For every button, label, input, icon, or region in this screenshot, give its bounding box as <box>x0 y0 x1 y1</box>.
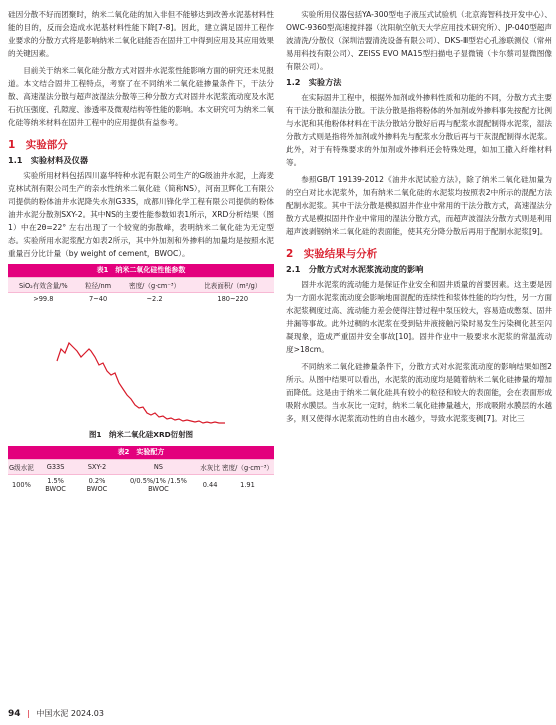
method-paragraph-1: 在实际固井工程中，根据外加剂或外掺料性质和功能的不同，分散方式主要有干法分散和湿法分散。干法分散是指将粉体的外加剂或外掺料事先按配方比例与水泥和其他粉体材料在干法分散站分散好后再与配浆水混配制得水泥浆，湿法分散方式则是指将外加剂或外掺料先与配浆水分散后再与干灰混配制得水泥浆。此外，对于有特殊要求的外加剂或外掺料还会特殊处理，如加工撒入纤维材料等。 <box>286 93 552 167</box>
xrd-curve <box>57 343 225 423</box>
table-1-cell: 7~40 <box>79 293 118 306</box>
right-column <box>286 8 552 429</box>
intro-paragraph-2: 目前关于纳米二氧化硅分散方式对固井水泥浆性能影响方面的研究还未见报道。本文结合固井工程特点，考察了在不同纳米二氧化硅掺量条件下，干法分散、高速湿法分散与超声波湿法分散等三种分散方式对固井水泥浆流动度及水泥石抗压强度、孔隙度、渗透率及微观结构等性能的影响。本文研究可为纳米二氧化硅等纳米材料在固井工程中的应用提供有益参考。 <box>8 66 274 127</box>
section-1-2-heading: 1.2 实验方法 <box>286 77 342 87</box>
table-2-header: G级水泥 <box>8 460 35 475</box>
table-1-cell: 180~220 <box>191 293 274 306</box>
table-2-cell: 0.44 <box>199 475 221 496</box>
section-2-heading: 2 实验结果与分析 <box>286 248 378 260</box>
page-footer <box>8 708 104 719</box>
method-paragraph-2: 参照GB/T 19139-2012《油井水泥试验方法》，除了纳米二氧化硅加量为的空白对比水泥浆外，加有纳米二氧化硅的水泥浆均按照表2中所示的混配方法配制水泥浆。其中干法分散是模拟固井作业中常用的干法分散方式，高速湿法分散方式是模拟固井作业中常用的湿法分散方式，而超声波湿法分散方式则是利用超声波剥钢纳米二氧化硅的表面能，使其充分降分散后再用于配制水泥浆[9]。 <box>286 175 552 236</box>
table-1-header: 比表面积/（m²/g） <box>191 278 274 293</box>
table-1-header: SiO₂有效含量/% <box>8 278 79 293</box>
page-number: 94 <box>8 709 21 719</box>
section-1-1-heading: 1.1 实验材料及仪器 <box>8 155 89 165</box>
intro-paragraph-1: 硅因分散不好而团聚时，纳米二氧化硅的加入非但不能够达到改善水泥基材料性能的目的，反而会造成水泥基材料性能下降[7-8]。因此，建立满足固井工程作业要求的分散方式将是影响纳米二氧化硅能否在固井工中得到应用及其应用效果的关键因素。 <box>8 10 274 58</box>
section-1-heading: 1 实验部分 <box>8 139 68 151</box>
table-2-header: NS <box>118 460 200 475</box>
table-2-cell: 100% <box>8 475 35 496</box>
results-paragraph-1: 固井水泥浆的流动能力是保证作业安全和固井质量的首要因素。这主要是因为一方面水泥浆流动度会影响地面混配的连续性和浆体性能的均匀性，另一方面水泥浆稠度过高、流动能力差会使得注替过程中泵压较大，容易造成憋泵、固井井漏等事故。此外过稠的水泥浆在受到钻井液接触污染时易发生污染稠化甚至闪凝现象，造成严重固井安全事故[10]。固井作业中一般要求水泥浆的常温流动度>18cm。 <box>286 280 552 354</box>
left-column <box>8 8 274 495</box>
table-1-caption: 表1 纳米二氧化硅性能参数 <box>8 264 274 277</box>
table-2-caption: 表2 实验配方 <box>8 446 274 459</box>
table-2-cell: 0.2% BWOC <box>76 475 117 496</box>
table-2-cell: 0/0.5%/1% /1.5% BWOC <box>118 475 200 496</box>
table-2-cell: 1.91 <box>221 475 274 496</box>
table-2 <box>8 446 274 495</box>
figure-1-caption: 图1 纳米二氧化硅XRD衍射图 <box>89 430 193 439</box>
table-2-header: SXY-2 <box>76 460 117 475</box>
footer-separator: | <box>27 709 30 718</box>
table-1 <box>8 264 274 305</box>
instruments-paragraph: 实验所用仪器包括YA-300型电子液压式试验机（北京海智科技开发中心）、OWC-9360型高速搅拌器（沈阳航空航天大学应用技术研究所）、JP-040型超声波清洗/分散仪（深圳洁盟清洗设备有限公司）、DKS-Ⅲ型岩心孔渗联测仪（常州易用科技有限公司）、ZEISS EVO MA15型扫描电子显微镜（卡尔蔡司显微图像有限公司）。 <box>286 10 552 71</box>
xrd-diffraction-figure <box>51 309 231 427</box>
table-2-header: 水灰比 <box>199 460 221 475</box>
materials-paragraph: 实验所用材料包括四川嘉华特种水泥有限公司生产的G级油井水泥，上海麦克林试剂有限公司生产的亲水性纳米二氧化硅（简称NS），河南卫辉化工有限公司提供的粉体油井水泥降失水剂G33S，成都川锋化学工程有限公司提供的粉体油井水泥分散剂SXY-2。其中NS的主要性能参数如表1所示，XRD分析结果（图1）中在2θ=22° 左右出现了一个较宽的弥散峰，表明纳米二氧化硅为无定型态。实验所用水泥浆配方如表2所示，其中外加剂和外掺料的加量均是按照水泥重量百分比计量（by weight of cement，BWOC）。 <box>8 171 274 258</box>
journal-name: 中国水泥 2024.03 <box>36 709 104 718</box>
table-2-cell: 1.5% BWOC <box>35 475 76 496</box>
results-paragraph-2: 不同纳米二氧化硅掺量条件下，分散方式对水泥浆流动度的影响结果如图2所示。从图中结果可以看出，水泥浆的流动度均是随着纳米二氧化硅掺量的增加而降低。这是由于纳米二氧化硅具有较小的粒径和较大的表面能，会在表面形成吸附水膜层。当水灰比一定时，纳米二氧化硅掺量越大，形成吸附水膜层的水越多，则又使得水泥浆流动性的自由水越少，导致水泥浆变稠[7]。对比三 <box>286 362 552 423</box>
table-2-header: G33S <box>35 460 76 475</box>
table-1-header: 密度/（g·cm⁻³） <box>118 278 192 293</box>
section-2-1-heading: 2.1 分散方式对水泥浆流动度的影响 <box>286 264 424 274</box>
table-2-header: 密度/（g·cm⁻³） <box>221 460 274 475</box>
table-1-header: 粒径/nm <box>79 278 118 293</box>
table-1-cell: ~2.2 <box>118 293 192 306</box>
table-1-cell: >99.8 <box>8 293 79 306</box>
